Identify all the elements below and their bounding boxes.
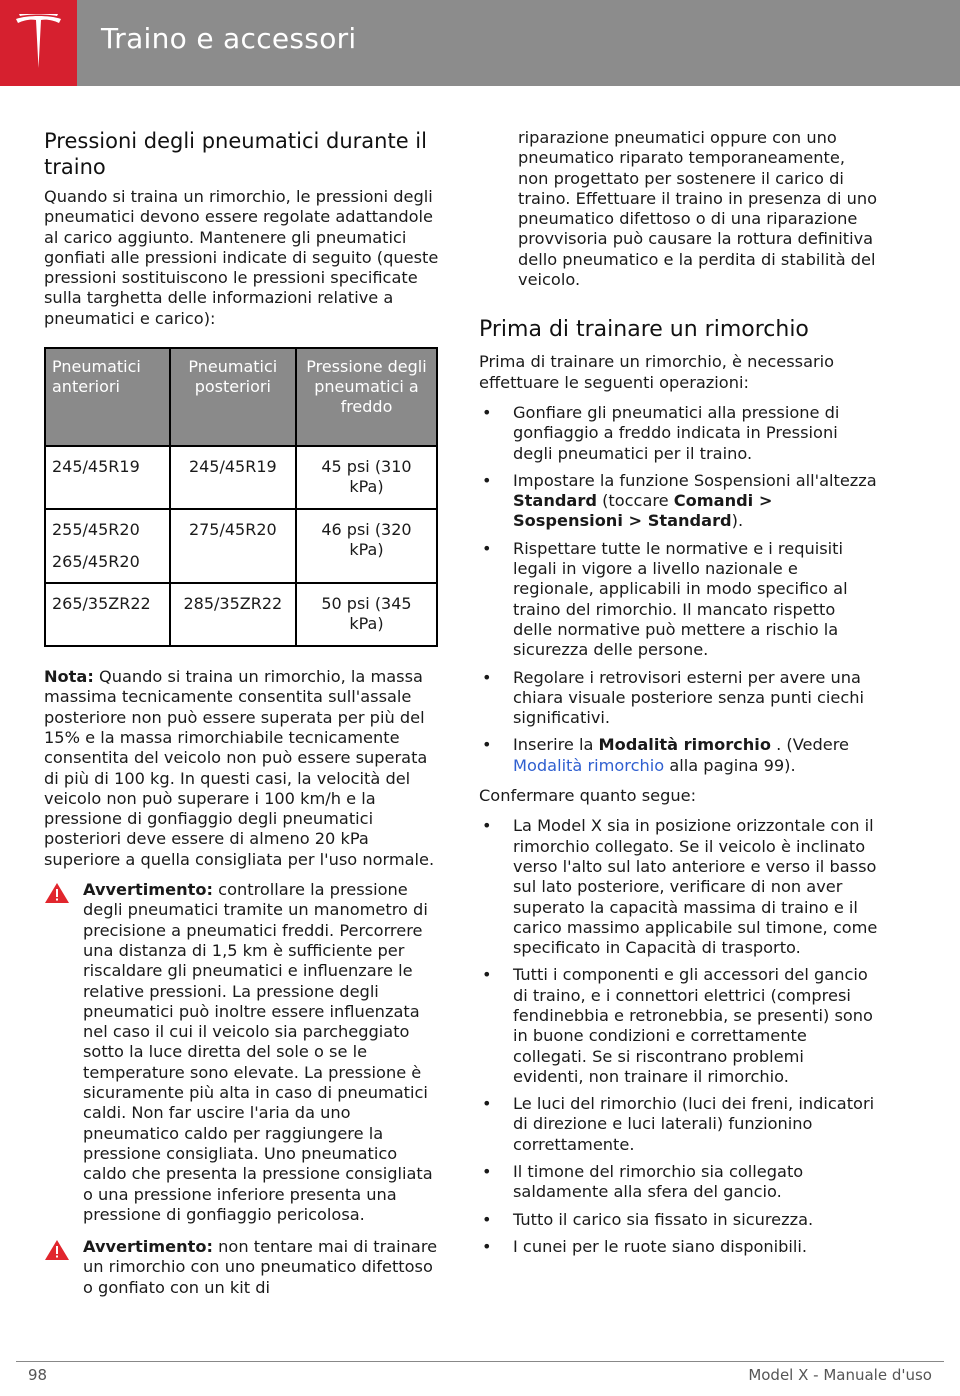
table-cell: 45 psi (310 kPa) xyxy=(296,446,437,509)
table-cell: 50 psi (345 kPa) xyxy=(296,583,437,646)
table-cell-line: 255/45R20 xyxy=(52,520,140,540)
warning-continued-text: riparazione pneumatici oppure con uno pneumatico riparato temporaneamente, non progettato per sostenere il carico di traino. Effettuare il traino in presenza di uno pneumatico difettoso o di una riparazione provvisoria può causare la rottura definitiva dello pneumatico e la perdita di stabilità del veicolo. xyxy=(518,128,878,290)
list-item: • La Model X sia in posizione orizzontale con il rimorchio collegato. Se il veicolo è inclinato verso l'alto sul lato anteriore e verso il basso sul lato posteriore, verificare di non aver superato la capacità massima di traino e il carico massimo applicabile sul timone, come specificato in Capacità di trasporto. xyxy=(479,816,879,958)
list-item: • Regolare i retrovisori esterni per avere una chiara visuale posteriore senza punti ciechi significativi. xyxy=(479,668,879,729)
list-item-text: (toccare xyxy=(596,491,674,511)
tire-pressure-table xyxy=(44,347,438,647)
warning-label: Avvertimento: xyxy=(83,880,214,900)
list-item-text: . (Vedere xyxy=(770,735,850,755)
before-towing-intro: Prima di trainare un rimorchio, è necessario effettuare le seguenti operazioni: xyxy=(479,352,835,392)
manual-title: Model X - Manuale d'uso xyxy=(748,1366,932,1384)
note-paragraph xyxy=(44,667,440,870)
list-item-bold: Modalità rimorchio xyxy=(598,735,771,755)
table-row xyxy=(45,583,437,646)
list-item-text: ). xyxy=(731,511,744,531)
table-header: Pressione degli pneumatici a freddo xyxy=(296,348,437,446)
note-text: Quando si traina un rimorchio, la massa massima tecnicamente consentita sull'assale posteriore non può essere superata per più del 15% e la massa rimorchiabile tecnicamente consentita del veicolo non può essere superata di più di 100 kg. In questi casi, la velocità del veicolo non può superare i 100 km/h e la pressione di gonfiaggio degli pneumatici posteriori deve essere di almeno 20 kPa superiore a quella consigliata per l'uso normale. xyxy=(44,667,435,869)
confirmation-list xyxy=(479,816,879,1257)
page-title: Traino e accessori xyxy=(101,22,357,55)
list-item-text: Impostare la funzione Sospensioni all'altezza xyxy=(513,470,877,490)
table-header: Pneumatici anteriori xyxy=(45,348,170,446)
list-item: • Il timone del rimorchio sia collegato saldamente alla sfera del gancio. xyxy=(479,1162,879,1203)
tesla-logo-icon xyxy=(13,14,64,72)
left-column xyxy=(44,128,440,1310)
footer-divider xyxy=(16,1361,944,1362)
table-cell: 46 psi (320 kPa) xyxy=(296,509,437,583)
table-header: Pneumatici posteriori xyxy=(170,348,296,446)
table-cell-line: 265/45R20 xyxy=(52,552,140,572)
confirm-intro: Confermare quanto segue: xyxy=(479,786,697,806)
warning-text: controllare la pressione degli pneumatici tramite un manometro di precisione a pneumatici freddi. Percorrere una distanza di 1,5 km è sufficiente per riscaldare gli pneumatici e influenzare le relative pressioni. La pressione degli pneumatici può inoltre essere influenzata nel caso il cui il veicolo sia parcheggiato sotto la luce diretta del sole o se le temperature sono elevate. La pressione è sicuramente più alta in caso di pneumatici caldi. Non far uscire l'aria da uno pneumatico caldo per raggiungere la pressione consigliata. Uno pneumatico caldo che presenta la pressione consigliata o una pressione inferiore presenta una pressione di gonfiaggio pericolosa. xyxy=(83,880,433,1224)
table-cell: 285/35ZR22 xyxy=(170,583,296,646)
table-header-row xyxy=(45,348,437,446)
page-header xyxy=(0,0,960,86)
table-cell: 265/35ZR22 xyxy=(45,583,170,646)
warning-label: Avvertimento: xyxy=(83,1237,214,1257)
table-row xyxy=(45,509,437,583)
table-cell xyxy=(45,509,170,583)
warning-text: non tentare mai di trainare un rimorchio con uno pneumatico difettoso o gonfiato con un kit di xyxy=(83,1237,438,1297)
table-cell: 245/45R19 xyxy=(170,446,296,509)
warning-block xyxy=(44,1237,440,1298)
list-item: • Gonfiare gli pneumatici alla pressione di gonfiaggio a freddo indicata in Pressioni degli pneumatici per il traino. xyxy=(479,403,879,464)
list-item-bold: Comandi > Sospensioni > Standard xyxy=(513,491,773,531)
list-item-text: Inserire la xyxy=(513,735,599,755)
list-item: • Rispettare tutte le normative e i requisiti legali in vigore a livello nazionale e regionale, applicabili in modo specifico al traino del rimorchio. Il mancato rispetto delle normative può mettere a rischio la sicurezza delle persone. xyxy=(479,539,879,661)
list-item-text: alla pagina 99). xyxy=(664,755,796,775)
note-label: Nota: xyxy=(44,667,94,687)
warning-icon xyxy=(44,1239,70,1261)
warning-icon xyxy=(44,882,70,904)
list-item: • I cunei per le ruote siano disponibili. xyxy=(479,1237,879,1257)
list-item-bold: Standard xyxy=(513,491,597,511)
list-item xyxy=(479,735,879,776)
trailer-mode-link[interactable]: Modalità rimorchio xyxy=(513,755,665,775)
table-cell: 245/45R19 xyxy=(45,446,170,509)
warning-block xyxy=(44,880,440,1225)
table-cell: 275/45R20 xyxy=(170,509,296,583)
table-row xyxy=(45,446,437,509)
right-column xyxy=(479,128,879,1267)
intro-paragraph: Quando si traina un rimorchio, le pressioni degli pneumatici devono essere regolate adattandole al carico aggiunto. Mantenere gli pneumatici gonfiati alle pressioni indicate di seguito (queste pressioni sostituiscono le pressioni specificate sulla targhetta delle informazioni relative a pneumatici e carico): xyxy=(44,187,439,328)
section-heading-tire-pressure: Pressioni degli pneumatici durante il traino xyxy=(44,129,427,179)
list-item: • Le luci del rimorchio (luci dei freni, indicatori di direzione e luci laterali) funzionino correttamente. xyxy=(479,1094,879,1155)
list-item: • Tutti i componenti e gli accessori del gancio di traino, e i connettori elettrici (compresi fendinebbia e retronebbia, se presenti) sono in buone condizioni e correttamente collegati. Se si riscontrano problemi evidenti, non trainare il rimorchio. xyxy=(479,965,879,1087)
list-item xyxy=(479,471,879,532)
logo-box xyxy=(0,0,77,86)
section-heading-before-towing: Prima di trainare un rimorchio xyxy=(479,317,809,343)
list-item: • Tutto il carico sia fissato in sicurezza. xyxy=(479,1210,879,1230)
preparation-list xyxy=(479,403,879,776)
page-number: 98 xyxy=(28,1366,48,1384)
